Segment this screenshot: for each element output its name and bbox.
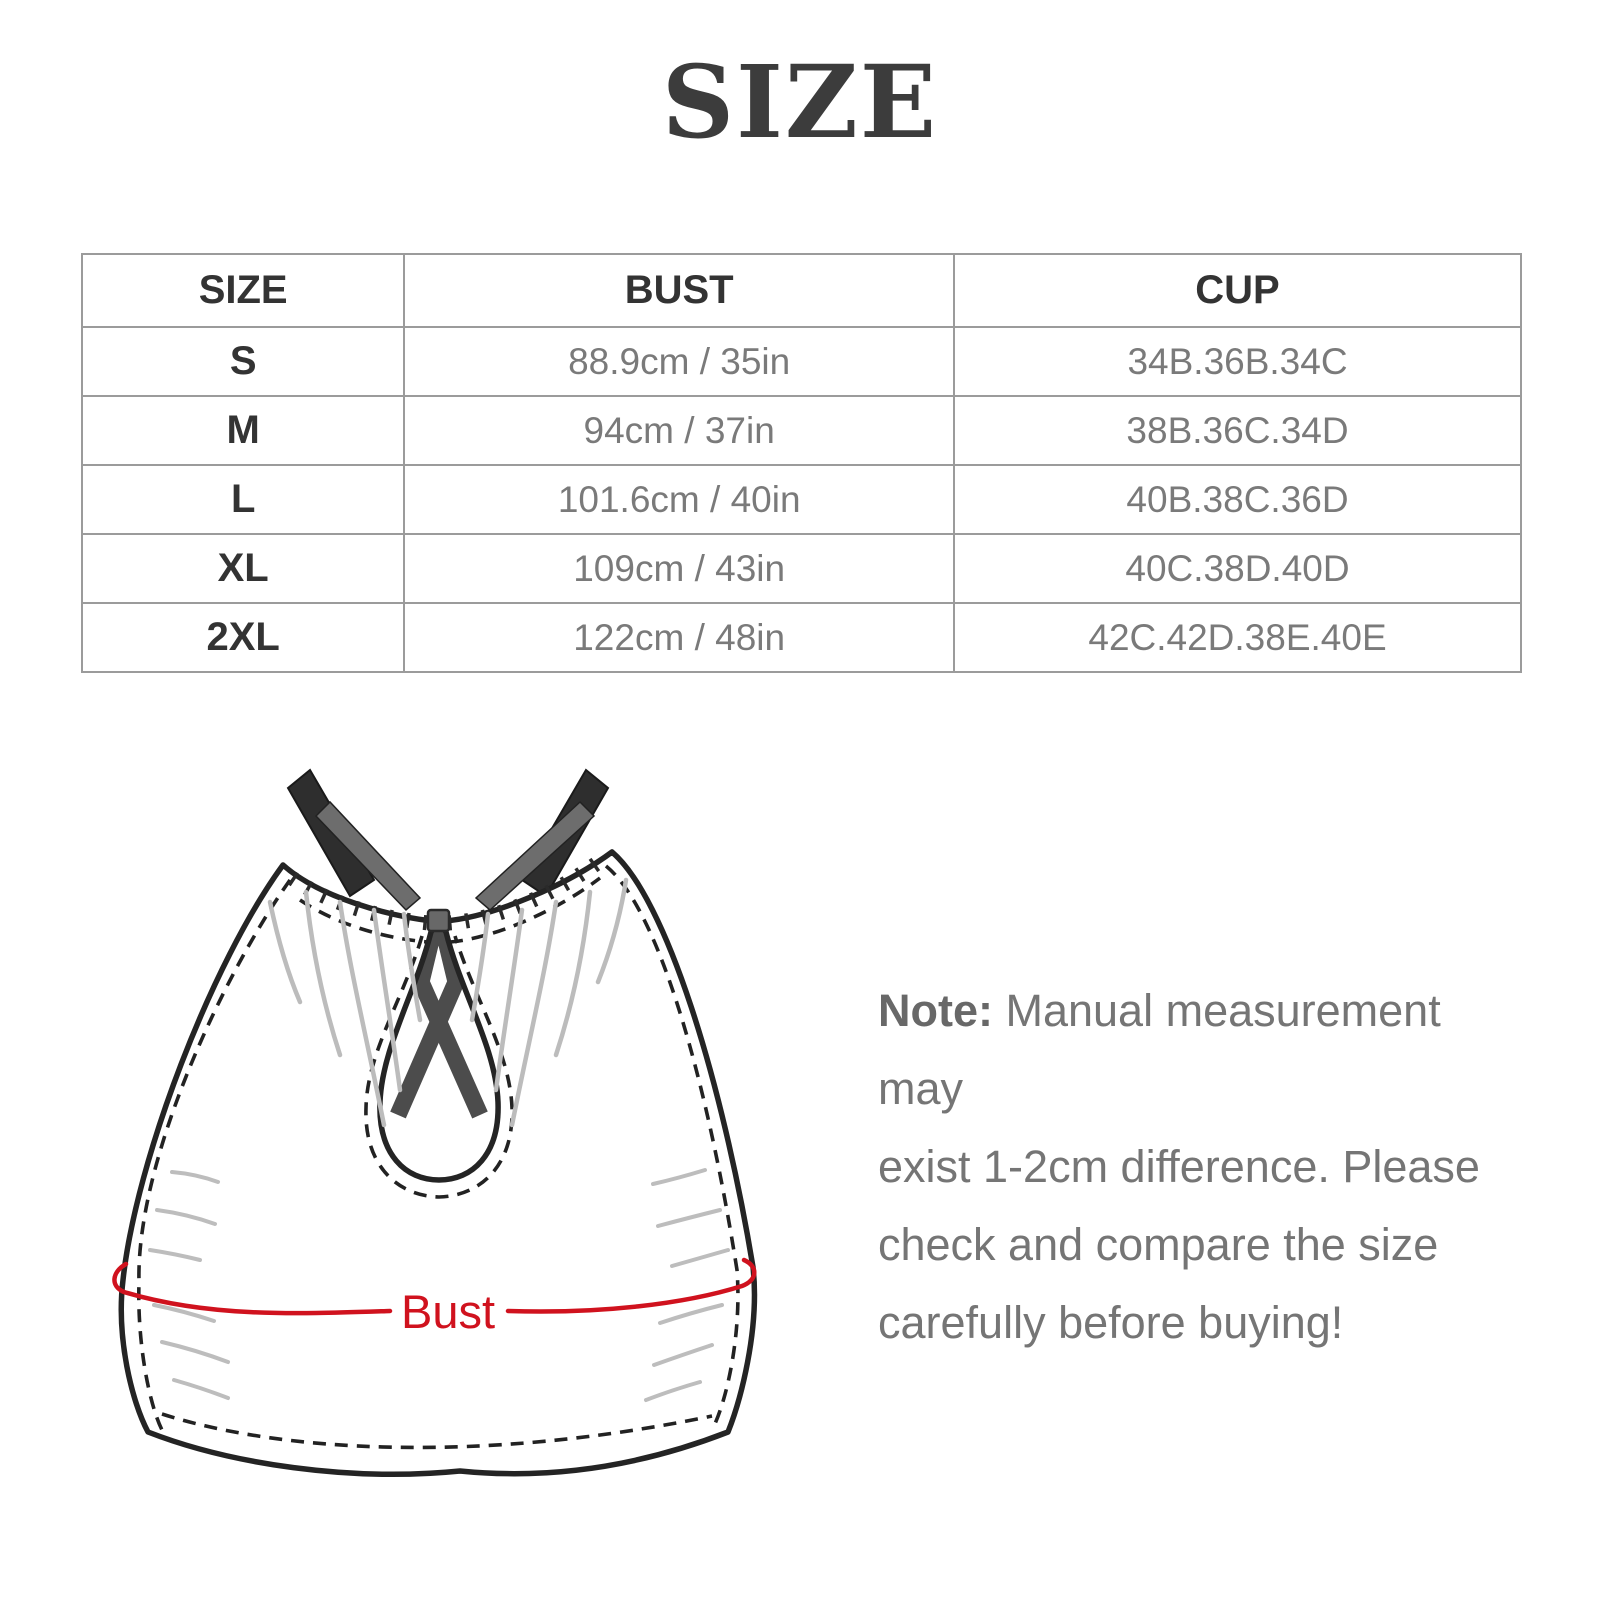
note-line: check and compare the size — [878, 1219, 1439, 1270]
strap-connector — [428, 910, 449, 931]
bust-label: Bust — [400, 1285, 496, 1338]
cup-cell: 34B.36B.34C — [954, 327, 1521, 396]
size-table — [81, 253, 1522, 673]
table-row — [82, 534, 1521, 603]
note-text — [878, 972, 1538, 1362]
size-table-header-row — [82, 254, 1521, 327]
col-header-bust: BUST — [404, 254, 954, 327]
table-row — [82, 465, 1521, 534]
size-cell: 2XL — [82, 603, 404, 672]
bust-cell: 101.6cm / 40in — [404, 465, 954, 534]
table-row — [82, 327, 1521, 396]
col-header-size: SIZE — [82, 254, 404, 327]
size-cell: XL — [82, 534, 404, 603]
cup-cell: 40C.38D.40D — [954, 534, 1521, 603]
cup-cell: 40B.38C.36D — [954, 465, 1521, 534]
cup-cell: 42C.42D.38E.40E — [954, 603, 1521, 672]
cup-cell: 38B.36C.34D — [954, 396, 1521, 465]
note-line: Note: Manual measurement may — [878, 985, 1441, 1114]
note-label: Note: — [878, 985, 993, 1036]
bust-cell: 94cm / 37in — [404, 396, 954, 465]
bust-cell: 88.9cm / 35in — [404, 327, 954, 396]
note-line: carefully before buying! — [878, 1297, 1344, 1348]
size-cell: M — [82, 396, 404, 465]
table-row — [82, 396, 1521, 465]
table-row — [82, 603, 1521, 672]
note-line: exist 1-2cm difference. Please — [878, 1141, 1480, 1192]
size-cell: L — [82, 465, 404, 534]
bust-cell: 122cm / 48in — [404, 603, 954, 672]
garment-diagram — [60, 730, 840, 1570]
col-header-cup: CUP — [954, 254, 1521, 327]
size-cell: S — [82, 327, 404, 396]
bust-cell: 109cm / 43in — [404, 534, 954, 603]
page-title: SIZE — [661, 43, 939, 161]
